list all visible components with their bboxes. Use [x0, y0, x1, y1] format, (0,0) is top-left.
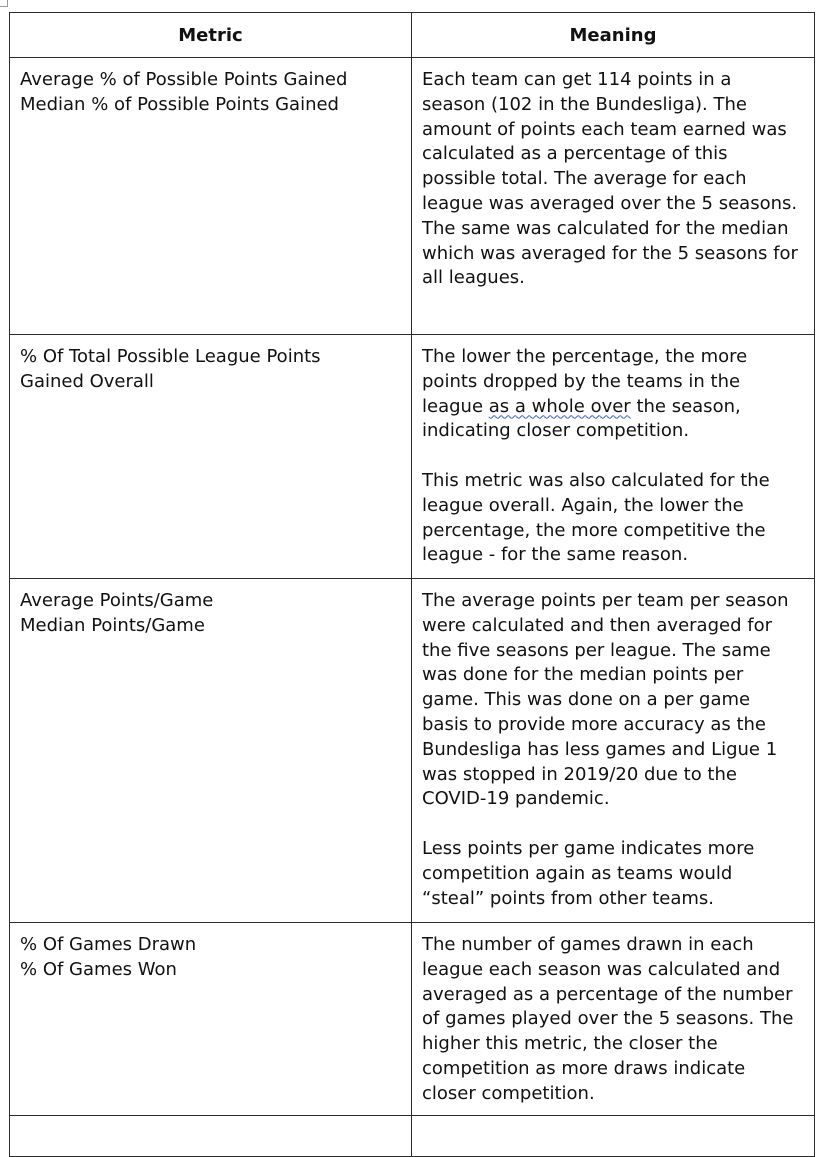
table-row: [10, 58, 815, 335]
paragraph-gap: [422, 444, 806, 469]
meaning-line: league - for the same reason.: [422, 544, 689, 566]
meaning-line: the five seasons per league. The same: [422, 639, 771, 661]
table-row: [10, 923, 815, 1116]
meaning-line: season (102 in the Bundesliga). The: [422, 93, 747, 115]
meaning-cell: [412, 579, 815, 923]
meaning-line: amount of points each team earned was: [422, 118, 787, 140]
meaning-cell: [412, 1116, 815, 1157]
metric-line: % Of Games Drawn: [20, 934, 197, 955]
meaning-line: were calculated and then averaged for: [422, 614, 772, 636]
meaning-line: “steal” points from other teams.: [422, 887, 714, 909]
meaning-line: percentage, the more competitive the: [422, 519, 766, 541]
metric-line: % Of Games Won: [20, 958, 177, 980]
meaning-line: Each team can get 114 points in a: [422, 69, 732, 90]
meaning-line: of games played over the 5 seasons. The: [422, 1008, 794, 1030]
meaning-line: which was averaged for the 5 seasons for: [422, 242, 798, 264]
metric-line: Median Points/Game: [20, 614, 205, 636]
meaning-cell: [412, 58, 815, 335]
meaning-line: league each season was calculated and: [422, 958, 781, 980]
grammar-flag[interactable]: as a whole over: [488, 395, 631, 417]
meaning-line: higher this metric, the closer the: [422, 1033, 718, 1055]
page-corner-marker: [0, 0, 8, 7]
meaning-line: COVID-19 pandemic.: [422, 788, 610, 810]
meaning-line: possible total. The average for each: [422, 168, 747, 190]
meaning-line: calculated as a percentage of this: [422, 143, 728, 165]
meaning-line: The lower the percentage, the more: [422, 346, 748, 367]
meaning-line: averaged as a percentage of the number: [422, 983, 793, 1005]
meaning-text: the season,: [630, 395, 741, 417]
metric-cell: [10, 58, 412, 335]
meaning-line: The same was calculated for the median: [422, 217, 789, 239]
meaning-column-header: Meaning: [412, 13, 815, 58]
meaning-cell: [412, 923, 815, 1116]
metric-column-header: Metric: [10, 13, 412, 58]
meaning-line: indicating closer competition.: [422, 420, 690, 442]
metric-cell: [10, 1116, 412, 1157]
meaning-line: Less points per game indicates more: [422, 837, 755, 859]
meaning-line: basis to provide more accuracy as the: [422, 713, 766, 735]
meaning-line: competition again as teams would: [422, 862, 733, 884]
meaning-line: league was averaged over the 5 seasons.: [422, 192, 798, 214]
metric-cell: [10, 923, 412, 1116]
meaning-cell: [412, 335, 815, 579]
meaning-line: league overall. Again, the lower the: [422, 494, 744, 516]
table-row: [10, 1116, 815, 1157]
metric-line: % Of Total Possible League Points: [20, 346, 321, 367]
meaning-line: Bundesliga has less games and Ligue 1: [422, 738, 778, 760]
meaning-line: [422, 395, 806, 420]
meaning-line: game. This was done on a per game: [422, 689, 751, 711]
meaning-line: all leagues.: [422, 267, 525, 289]
metric-line: Median % of Possible Points Gained: [20, 93, 339, 115]
metric-cell: [10, 335, 412, 579]
meaning-line: was done for the median points per: [422, 664, 744, 686]
meaning-line: closer competition.: [422, 1082, 595, 1104]
meaning-text: league: [422, 395, 489, 417]
meaning-line: was stopped in 2019/20 due to the: [422, 763, 737, 785]
meaning-line: competition as more draws indicate: [422, 1057, 746, 1079]
meaning-line: The average points per team per season: [422, 590, 789, 611]
metric-cell: [10, 579, 412, 923]
metric-line: Gained Overall: [20, 370, 154, 392]
table-row: [10, 335, 815, 579]
metric-line: Average % of Possible Points Gained: [20, 69, 348, 90]
meaning-line: points dropped by the teams in the: [422, 370, 741, 392]
meaning-line: The number of games drawn in each: [422, 934, 754, 955]
metrics-table: [9, 12, 815, 1157]
paragraph-gap: [422, 812, 806, 837]
table-header-row: [10, 13, 815, 58]
metric-line: Average Points/Game: [20, 590, 214, 611]
meaning-line: This metric was also calculated for the: [422, 469, 770, 491]
table-row: [10, 579, 815, 923]
